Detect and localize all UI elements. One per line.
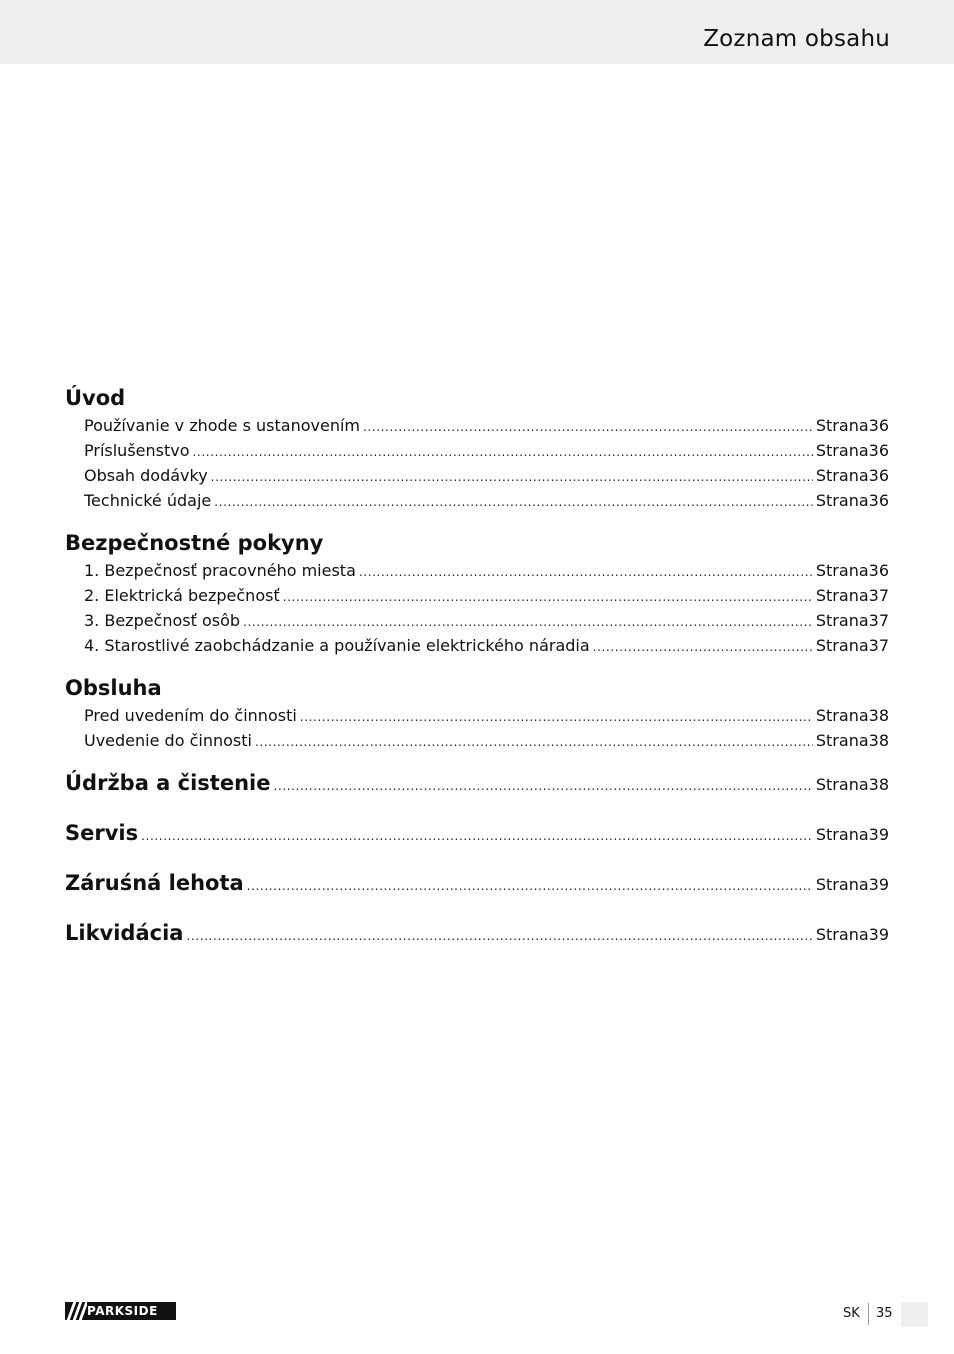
strana-label: Strana <box>815 491 869 510</box>
dot-leader <box>211 465 813 490</box>
strana-label: Strana <box>815 825 869 844</box>
entry-label: Pred uvedením do činnosti <box>84 706 297 725</box>
page-number: 37 <box>868 611 889 630</box>
toc-entry[interactable] <box>65 583 889 608</box>
toc-entry[interactable] <box>65 633 889 658</box>
dot-leader <box>193 440 813 465</box>
page-number: 38 <box>868 731 889 750</box>
page-number: 36 <box>868 561 889 580</box>
page-number: 37 <box>868 586 889 605</box>
dot-leader <box>273 771 812 801</box>
strana-label: Strana <box>815 775 869 794</box>
toc-entry[interactable] <box>65 463 889 488</box>
toc-entry[interactable] <box>65 728 889 753</box>
strana-label: Strana <box>815 416 869 435</box>
toc-entry[interactable] <box>65 608 889 633</box>
page-number: 36 <box>868 466 889 485</box>
page-title: Zoznam obsahu <box>703 26 890 52</box>
entry-label: Uvedenie do činnosti <box>84 731 252 750</box>
page-number: 36 <box>868 441 889 460</box>
toc-entry[interactable] <box>65 703 889 728</box>
logo-stripes-icon <box>65 1302 87 1320</box>
section-heading: Bezpečnostné pokyny <box>65 531 324 555</box>
section-heading: Servis <box>65 821 139 845</box>
toc-entry[interactable] <box>65 558 889 583</box>
language-code: SK <box>843 1306 860 1321</box>
dot-leader <box>363 415 813 440</box>
dot-leader <box>141 821 813 851</box>
toc-entry-udrzba[interactable] <box>65 768 889 798</box>
page-number: 39 <box>868 925 889 944</box>
toc-entry[interactable] <box>65 413 889 438</box>
strana-label: Strana <box>815 611 869 630</box>
entry-label: Obsah dodávky <box>84 466 208 485</box>
page-number: 36 <box>868 491 889 510</box>
entry-label: Príslušenstvo <box>84 441 190 460</box>
section-heading: Obsluha <box>65 676 162 700</box>
dot-leader <box>255 730 813 755</box>
toc-entry-servis[interactable] <box>65 818 889 848</box>
toc-section-uvod <box>65 383 889 513</box>
strana-label: Strana <box>815 731 869 750</box>
page-number: 39 <box>868 875 889 894</box>
dot-leader <box>243 610 813 635</box>
strana-label: Strana <box>815 706 869 725</box>
toc-entry-zarucna-lehota[interactable] <box>65 868 889 898</box>
entry-label: Používanie v zhode s ustanovením <box>84 416 360 435</box>
dot-leader <box>186 921 812 951</box>
page-number: 39 <box>868 825 889 844</box>
entry-label: 4. Starostlivé zaobchádzanie a používanie elektrického náradia <box>84 636 590 655</box>
entry-label: 3. Bezpečnosť osôb <box>84 611 241 630</box>
toc-entry[interactable] <box>65 488 889 513</box>
toc-entry-likvidacia[interactable] <box>65 918 889 948</box>
page-number: 37 <box>868 636 889 655</box>
footer-tab-marker <box>901 1302 928 1327</box>
entry-label: 1. Bezpečnosť pracovného miesta <box>84 561 356 580</box>
strana-label: Strana <box>815 466 869 485</box>
entry-label: 2. Elektrická bezpečnosť <box>84 586 280 605</box>
dot-leader <box>300 705 813 730</box>
dot-leader <box>247 871 813 901</box>
section-heading: Likvidácia <box>65 921 184 945</box>
brand-name: PARKSIDE <box>87 1304 158 1318</box>
strana-label: Strana <box>815 636 869 655</box>
entry-label: Technické údaje <box>84 491 212 510</box>
table-of-contents <box>65 383 889 968</box>
footer-divider <box>868 1303 869 1325</box>
toc-entry[interactable] <box>65 438 889 463</box>
dot-leader <box>214 490 813 515</box>
strana-label: Strana <box>815 875 869 894</box>
footer-page-number: 35 <box>876 1306 893 1321</box>
dot-leader <box>359 560 813 585</box>
section-heading: Údržba a čistenie <box>65 771 271 795</box>
page-number: 38 <box>868 706 889 725</box>
toc-section-bezpecnostne-pokyny <box>65 528 889 658</box>
page-number: 36 <box>868 416 889 435</box>
strana-label: Strana <box>815 925 869 944</box>
dot-leader <box>593 635 813 660</box>
toc-section-obsluha <box>65 673 889 753</box>
page-number: 38 <box>868 775 889 794</box>
dot-leader <box>283 585 813 610</box>
section-heading: Záruśná lehota <box>65 871 244 895</box>
section-heading: Úvod <box>65 386 126 410</box>
strana-label: Strana <box>815 561 869 580</box>
strana-label: Strana <box>815 586 869 605</box>
brand-logo <box>65 1302 176 1320</box>
strana-label: Strana <box>815 441 869 460</box>
